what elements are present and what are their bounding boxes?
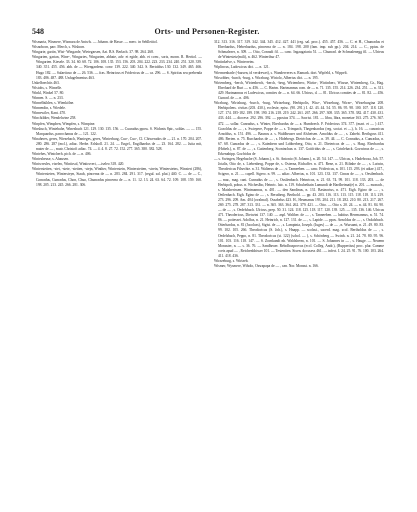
index-entry: Wingarte, gartin, Wist- Wingarde, Wietegarsen, Aat. B.S. Berlach. 37. 98. 264. 268. — [32, 50, 154, 55]
index-entry: Wirtemberg, -berch, Wirtenberch, -berch, -berg, Wirtemberc, Wirtin-, Wirtinberc, Wirzue, Wirtemberg, Gr., Hag. Eberhard de Burt — n. 456. — C. Hartm. Hartmannus com. de — n. 71. 135. 155. 214. 226. 234. 251. — n. 311. 429. Hartmannus et Ludewicus, comites de — n. 64. 66. Ulricus, d. — 81. Ulricus comites de — 81. 82. — 456. Cunrad. de — n. 406. — [214, 80, 384, 101]
page-number: 548 — [32, 27, 44, 36]
index-entry: Wintinkelve, s. Winterreim. — [214, 60, 255, 65]
index-entry: Wiermenbarle (-barsen, id verdrewet), s. Wanderveres n. Ramark. dort. Wipfeld, s. Wippelt. — [214, 70, 348, 75]
index-entry: Winkl, Winkel 57. 80. — [32, 90, 65, 95]
column-left — [32, 40, 202, 494]
index-entry: Winnelbühlen, s. Wienkölne. — [32, 101, 75, 106]
index-entry: Wintesheuse, s. Ahausen. — [32, 157, 69, 162]
index-entry: Winterstetten, -stet, -stete, -stetten, -stejn, Winther, Winterstein, Winterstetten, -strein, Wintersteins, Winsteri (286), Wintersteten, Wintersteyn, Staub, pincerna de — n. 283. 284. 291. 317. (regul. sal. plut.) 440. C. — de — C., Conradus, Cunradus, Chon, Chuo, Chunradus pincerna de — n. 11. 12. 13. 24. 63. 64. 72. 109. 108. 159. 160. 198. 205. 213. 245. 266. 281. 306. — [32, 167, 202, 187]
index-entry: Winnen. S. — n. 233. — [32, 96, 64, 101]
index-entry: Wismaria, Wismere, Wismara de Antwls. — Johann. de Hasse. — merc. in Sehlletitol. — [32, 40, 158, 44]
index-entry: Unkelbrechtis 463. — [32, 80, 60, 85]
index-entry: Wingarten, gartan, Wine-, Wingartes, Wingarten, abbate, adv. et egide, abb. et conv., sorts, monn. R. Hertiol. — Wingarten. Kiesele. 33. 34. 60. 68. 72. 106. 108. 135. 153. 156. 203. 204. 222. 223. 233. 234. 240. 251. 320. 339. 340. 351. 455. 456. abb. de — Wiengardeno. conv. 139. 222. 340. 342. S. Bertoldus 130. 132. 349. 465. 466. Hugo 182. — Salaeitoso de — 26. 536. — fras. Heinricus et Fridericus de — ca. 296. — S. Spiritus seu prebenda 183. 486. 487. 488. Unfugelmentus 463. — [32, 55, 202, 80]
index-entry: Winchildier, Wendelwine 258. — [32, 116, 77, 121]
index-entry: Winaheres, geres, Wiezebach, Wanieges, geres, Winterburg, Cuo-, Cuo-, Cl. Chiwerados de — 21. n. 170. 204. 207. 280. 286. 287 (mcl.), adiac. Herbe. Erlsholl. 21. 24. — Engel., Engilbardus de — 23. 164. 282. — Jutta mit, mater de — , mutr. Christofi adiac. 74. — 4. 4. 8. 27. 72. 152. 277. 365. 380. 382. 528. — [32, 136, 202, 151]
index-entry: — s. Swingen, Hegebache (S. Johann.), s. St. Antonio (S. Johann.), n. 20. 54. 147. — Ulricus, s. Hadebrosa, Joh. 57. Jotalis, Otto de, s. Liebenberg, Poppe de, s. Osterna, Richaffer. n. 471. Rene, n. 21. Rilinhe de — , s. Lutwin, Theodericus Filsechte. n. 31. Walterus de — , s. Tanneeben. — canc. Fridericus, n. 101. 115. 293. (et adiae.) 417., Scigero, n. 21. — capell. Sigero. n. 99. — adiac. Albertus, n. 101. 123. 133. 137. Cinras de — , s. Oesilenbach. — mar., mag. cant. Cunradus de — , s. Ossilenbach. Heinricus, n. 21. 63. 74. 99. 101. 118. 133. 203. — de Herbipoli, pobus. n. Wicheslbo, Heinric. laic. n. 119. Schuhethain Lamundi de Hardheimat(e) n. 201. — monach., s. Maisberissen. Wintmannus, n. 401. — den Sandinus, n. 131. Basinorius, n. 471. Eigh. Egino de — , s. Oeilenbach. Eigh. Egino de — , s. Berutberg. Berthold. — pp. 43. 203. 116. 113. 113. 115. 118. 118. 113. 219. 273. 296. 209. Am. 404 (ovalmal). Ossabelus 423. H., Heumanus 193. 204. 211. 18. 282. 210. 80. 213. 217. 267. 269. 275. 278. 287. 313. 331. — n. 365. 363. 364. 262. 379. 421. — Otto. — Otto s. 20. 24. — n. 44. 81. 84. 90. — de — , s. Oedelsbach. Ulricus, prep. 50. 31. 124. 118. 125. 118. 117. 120. 139. 125. — 135. 136. 146. Ulricus 471. Theodericus, Dietwini 137. 140. — aspl. Walther. de — , s. Tanneeben. — habitus Herrmannus, n. 51. 74. 86. — poitessei. Adolfus, n. 21. Heinrich, n. 127. 131. de — , s. Lapide. — ppos. Arnoldus de — , s. Osdalsbach. Otterhardus, n. 81 (Jacoluss), Sigist. de — , s. Lampinia, Joseph. (Juges) — de — , n. Wursamt, n. 21. 49. 80. 83. 99. 102. 105. 266. Theodoricus (S. Joh.), s. Hnapp. — scolast., sacerd. mag. scol. Bertholdus de — , s. Oedelsbach, Peppo, n. 81. Theodoricus (st. 122) (schol. — ), s. Schönberg — Swinh. n. 21. 24. 78. 80. 95. 96. 101. 103. 116. 118. 147. — S. Zornkandt nb. Waldsherm, n. 101. — S. Johannes in — , s. Hauge. — Neuenn Monaster, n. — s. 36. 76. — Sandheuer. Rebolbusprovus (eccl. Colleg. Andr.), (Ruppertius) proc. plur. Camme cceis apud — , Reichenbhisser 101. — Testeniten. Sixen. docusess 461. — infect. I. 24. 25. 91. 76. 100. 103. 264. 411. 418. 436. — [214, 157, 384, 258]
page-title: Orts- und Personen-Register. — [154, 27, 260, 36]
index-entry: Winnewiler, Kant. 470. — [32, 111, 66, 116]
page-header — [32, 26, 382, 38]
index-entry: Wismer, Wysmere, Wiholo, Ossrapapa de — , can. Nor. Monast. n. 166. — [214, 264, 319, 269]
index-columns — [32, 40, 384, 494]
index-entry: Wistohs, s. Wimelle. — [32, 85, 63, 90]
index-entry: Wirzburg, Wirtzburg, -burch, -burg, Wirtzeburg, Herbipolis, Wirz-, Wirzeburg, Wirze-, Wirzeburgina 208. Herbipolens. civitas (203. 430.), ecclesie, episc. (90. 291.) I. 42. 43. 44. 54. 55. 86. 95. 98. 100. 107. 118. 120. 127. 174. 185-182. 189. 198. 190. 216. 218. 219. 242. 261. 267. 266. 297. 308. 335. 365. 378. 382. 417. 430. 431. 433. 444. — diocese. 292. 296. 392. — ppostus 374. — Sacrist. 181. — libra, libra, monetae 163. 275. 276. 367. 472. — sollar. Cunradus, s. Winter, Eberhardus de — a. Humbrech. F. Fridericus 374. 377. (mart. et — ) 417. Gozoldus de — , s. Swiepere, Poppe de — s. Trimpach, Thegenhardus (reg. sociat. et —), h. 16. — canonicus Arnoldus, n. 151. 496. — Bauncu a. s. Waldheuser und Alsheisen. Arnoldus de — , s. Zabebt. Berthgoss 411. 486. Berten. n. 75. Burchardus de — , s. Hidebergr. Dietrichus de — n. 39. 44. — C. Conradus, a. Cunradus, n. 67. 68. Cunradus de — , s. Kaimbern und Lobberberg, Otto, n. 21. Dietericus de — , s. Hasg. Eberhardus (Hobeh.), n. 87. de — , s. Guttenberg. Sconinchan. n. 137. Gottfridus de — , s. Grinleback. Gozwinus de — , s. Erkenabtpp. Gozfridus de — [214, 101, 384, 157]
index-entry: Winpfen, Wimphen, Wimpfen, s. Wimpine. — [32, 121, 96, 126]
index-entry: Wintwresles, viseleo, Wintirsol, Wintirsveri, —iseleo 318. 420. — [32, 162, 125, 167]
index-entry: Winsbuch, Wintebuhe, Winesbuch 121. 129. 130. 135. 156. — Cuuradus pposs. S. Widonis 8pir., soldas. — — 155. Marquardus, parrochanus de — 121. 122. — [32, 126, 202, 136]
index-entry: Wintehes, Wintcherh. pich. de — n. 406. — [32, 152, 92, 157]
index-entry: Winnendin, s. Wiedele. — [32, 106, 66, 111]
index-entry: 312. 313. 316. 317. 319. 342. 344. 345. 412. 427. 441 (reg. sal. proc.). 455. 457. 456. — C. et H., Chunradus et Eberhardus, Heberhardus, pincerna de — n. 184. 198. 200 (fam. imp. sub pp.). 204. 214. — C., pptus. de Schmalezer, n. 309. — Otto, Conradi fil. — canc. Ingaugaiaria 51. — Chunrad. de Schmalenegg fil. — Ulrieus de Wintestetz(mili), n. 462. Winterthur 47. — [214, 40, 384, 60]
index-entry: Wirsobber, -burch, -burg, s. Wirzburg. Wiriolo, Albertus dict. — n. 195. — [214, 75, 319, 80]
index-entry: Wiplincus, Ludowicus dict. — n. 121. — [214, 65, 270, 70]
column-right — [214, 40, 384, 494]
index-entry: Wisnoborn, parr. Merch, s. Wisborn. — [32, 45, 86, 50]
index-entry: Wirzzeburg, s. Wirtzeb. — [214, 259, 249, 264]
